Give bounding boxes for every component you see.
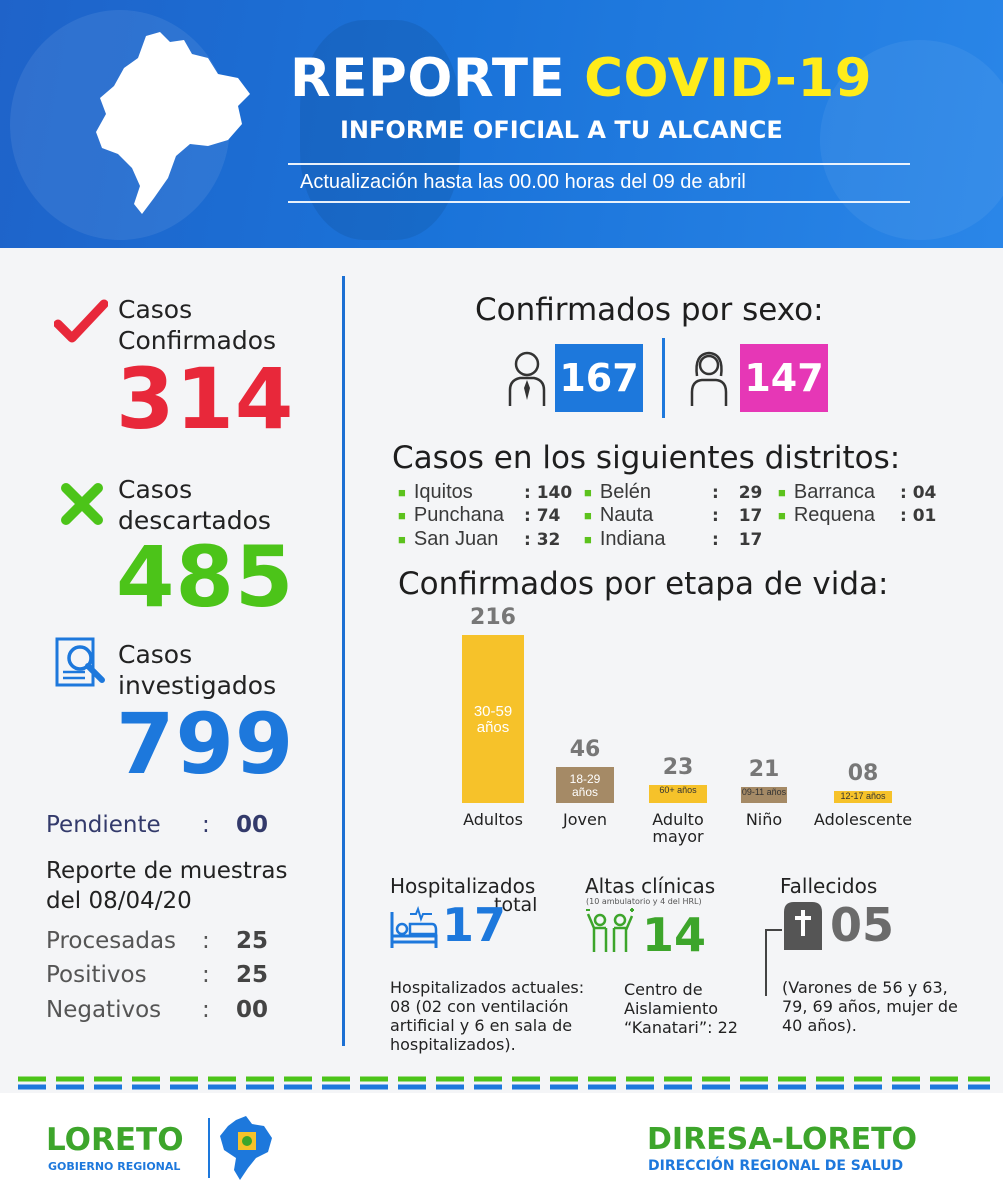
chart-bar-range-label: 30-59 años [473,703,513,736]
sexo-title: Confirmados por sexo: [475,292,824,328]
confirmados-label-line2: Confirmados [118,326,277,355]
muestras-title-line2: del 08/04/20 [46,888,192,914]
muestras-title [46,856,287,916]
district-label: Belén [599,481,652,503]
title-part2: COVID-19 [584,48,873,109]
fallecidos-note: (Varones de 56 y 63, 79, 69 años, mujer de 40 años). [782,978,958,1035]
descartados-value: 485 [116,528,295,626]
district-name: ■ San Juan [398,528,499,550]
discharged-people-icon [584,908,636,954]
divider [288,201,910,203]
district-label: San Juan [413,528,499,550]
chart-bar-value: 08 [847,761,879,786]
column-divider [342,276,345,1046]
district-number: 32 [536,530,561,550]
district-label: Iquitos [413,481,473,503]
chart-category-label: Niño [745,810,783,829]
chart-bar-value: 23 [662,755,694,780]
district-value: : 29 [712,483,763,503]
district-number: 17 [738,506,763,526]
muestras-row-sep: : [202,962,210,988]
muestras-row [46,997,269,1023]
chart-bar-range-label: 12-17 años [840,791,886,801]
district-number: 140 [536,483,573,503]
hospitalizados-total-label: total [494,894,538,916]
hospitalizados-title: Hospitalizados [390,874,536,898]
etapa-title: Confirmados por etapa de vida: [398,566,889,602]
female-person-icon [688,348,730,408]
descartados-label [118,474,271,536]
check-icon [54,298,108,346]
muestras-row-label: Positivos [46,962,147,988]
hospital-bed-icon [388,906,440,952]
district-label: Barranca [793,481,876,503]
muestras-row-sep: : [202,928,210,954]
district-name: ■ Indiana [584,528,666,550]
fallecidos-value: 05 [830,898,895,952]
loreto-map-icon [88,28,258,218]
chart-bar [556,767,614,803]
district-value: : 04 [900,483,937,503]
district-value: : 01 [900,506,937,526]
altas-title: Altas clínicas [585,874,716,898]
chart-bar [462,635,524,803]
hospitalizados-value: 17 [442,898,507,952]
pendiente-row [46,812,269,838]
district-value: : 74 [524,506,561,526]
chart-bar-value: 216 [470,605,516,630]
confirmados-label [118,294,276,356]
chart-bar [834,791,892,803]
district-value: : 32 [524,530,561,550]
pendiente-label: Pendiente [46,812,161,838]
muestras-row-value: 25 [236,928,269,954]
muestras-row-sep: : [202,997,210,1023]
chart-category-label: Adulto mayor [652,810,704,846]
chart-category-label: Joven [563,810,607,829]
district-label: Nauta [599,504,654,526]
fallecidos-title: Fallecidos [780,874,878,898]
pendiente-sep: : [202,812,210,838]
chart-bar-value: 21 [748,757,780,782]
district-number: 29 [738,483,763,503]
district-label: Requena [793,504,876,526]
diresa-logo-subtext: DIRECCIÓN REGIONAL DE SALUD [648,1158,904,1174]
confirmados-value: 314 [116,350,295,448]
tombstone-icon [782,900,824,950]
chart-bar-range-label: 60+ años [659,785,697,795]
district-label: Punchana [413,504,504,526]
investigados-label [118,639,276,701]
chart-bar-range-label: 18-29 años [569,772,601,799]
district-name: ■ Belén [584,481,652,503]
divider-dashes-blue [0,1084,1003,1090]
cross-icon [60,482,104,526]
chart-category-label: Adultos [463,810,523,829]
district-name: ■ Barranca [778,481,876,503]
header-banner [0,0,1003,248]
muestras-row-label: Negativos [46,997,162,1023]
muestras-row [46,962,269,988]
diresa-logo-text: DIRESA-LORETO [647,1122,918,1157]
regional-shield-logo [216,1114,278,1182]
district-number: 01 [912,506,937,526]
district-name: ■ Iquitos [398,481,473,503]
district-name: ■ Nauta [584,504,654,526]
district-number: 17 [738,530,763,550]
district-number: 04 [912,483,937,503]
muestras-row [46,928,269,954]
divider [288,163,910,165]
district-value: : 17 [712,506,763,526]
female-count: 147 [740,344,828,412]
district-value: : 17 [712,530,763,550]
muestras-row-value: 25 [236,962,269,988]
muestras-title-line1: Reporte de muestras [46,858,288,884]
report-subtitle: INFORME OFICIAL A TU ALCANCE [340,116,783,144]
chart-bar-value: 46 [569,737,601,762]
chart-category-label: Adolescente [813,810,913,829]
chart-bar-range-label: 09-11 años [741,787,787,797]
descartados-label-line1: Casos [118,475,193,504]
chart-bar [741,787,787,803]
distritos-title: Casos en los siguientes distritos: [392,440,901,476]
loreto-logo-subtext: GOBIERNO REGIONAL [48,1160,181,1173]
male-count: 167 [555,344,643,412]
district-name: ■ Requena [778,504,876,526]
district-name: ■ Punchana [398,504,504,526]
sexo-divider [662,338,665,418]
update-text: Actualización hasta las 00.00 horas del 09 de abril [300,171,746,193]
district-value: : 140 [524,483,573,503]
investigados-label-line2: investigados [118,671,277,700]
altas-subtitle: (10 ambulatorio y 4 del HRL) [586,897,702,906]
loreto-logo-text: LORETO [46,1122,184,1158]
investigados-value: 799 [116,695,295,793]
muestras-row-value: 00 [236,997,269,1023]
bracket-line [762,928,784,998]
district-label: Indiana [599,528,666,550]
hospitalizados-note: Hospitalizados actuales: 08 (02 con ventilación artificial y 6 en sala de hospitalizados). [390,978,585,1054]
divider-dashes-green [0,1076,1003,1082]
descartados-label-line2: descartados [118,506,271,535]
pendiente-value: 00 [236,812,269,838]
altas-note: Centro de Aislamiento “Kanatari”: 22 [624,980,738,1037]
muestras-row-label: Procesadas [46,928,177,954]
title-part1: REPORTE [290,48,566,109]
etapa-bar-chart [430,600,950,850]
male-person-icon [506,348,548,408]
document-search-icon [54,636,110,692]
logo-divider [208,1118,210,1178]
report-title [290,48,872,109]
district-number: 74 [536,506,561,526]
confirmados-label-line1: Casos [118,295,193,324]
investigados-label-line1: Casos [118,640,193,669]
chart-bar [649,785,707,803]
altas-value: 14 [642,908,707,962]
